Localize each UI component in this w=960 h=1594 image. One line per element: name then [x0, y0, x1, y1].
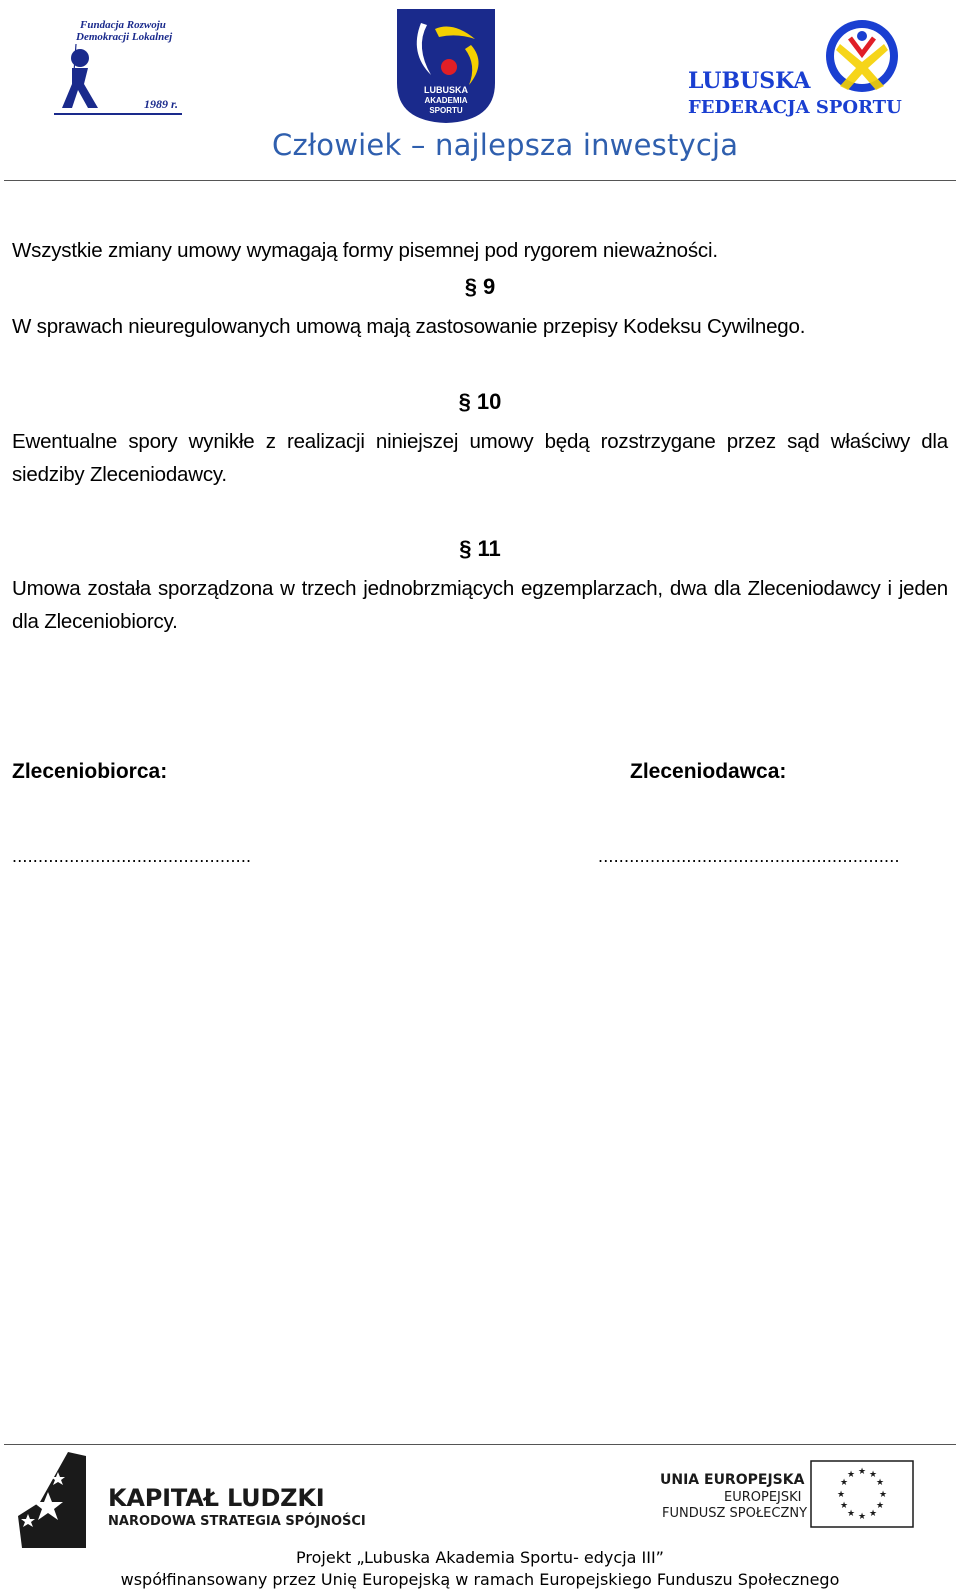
svg-text:★: ★ — [868, 1509, 878, 1519]
kapital-ludzki-emblem — [18, 1452, 86, 1548]
logo-right-line1: LUBUSKA — [688, 68, 811, 94]
svg-text:★: ★ — [875, 1478, 885, 1488]
lubuska-federacja-sportu-logo — [688, 14, 920, 118]
paragraph-9: W sprawach nieuregulowanych umową mają zastosowanie przepisy Kodeksu Cywilnego. — [12, 315, 806, 338]
svg-text:★: ★ — [857, 1512, 867, 1522]
logo-left-line2: Demokracji Lokalnej — [76, 31, 173, 43]
eu-flag-icon — [810, 1460, 914, 1528]
kapital-ludzki-title: KAPITAŁ LUDZKI — [108, 1484, 325, 1512]
logo-left-year: 1989 r. — [144, 97, 179, 111]
logo-center-line1: LUBUSKA — [424, 85, 468, 95]
cofinancing-note: współfinansowany przez Unię Europejską w ramach Europejskiego Funduszu Społecznego — [120, 1570, 840, 1589]
fundacja-rozwoju-logo — [54, 16, 184, 118]
tagline: Człowiek – najlepsza inwestycja — [272, 128, 739, 162]
kapital-ludzki-subtitle: NARODOWA STRATEGIA SPÓJNOŚCI — [108, 1514, 366, 1529]
eu-title: UNIA EUROPEJSKA — [660, 1472, 805, 1488]
svg-text:★: ★ — [839, 1501, 849, 1511]
lubuska-akademia-sportu-logo — [391, 3, 501, 127]
svg-text:★: ★ — [878, 1490, 888, 1500]
logo-center-line3: SPORTU — [429, 106, 463, 115]
footer-divider — [4, 1444, 956, 1445]
contractor-label: Zleceniobiorca: — [12, 760, 168, 783]
project-name: Projekt „Lubuska Akademia Sportu- edycja III” — [296, 1548, 664, 1567]
svg-text:★: ★ — [836, 1490, 846, 1500]
svg-text:★: ★ — [857, 1467, 867, 1477]
logo-left-line1: Fundacja Rozwoju — [80, 19, 166, 31]
client-signature-line: .......................................................... — [598, 846, 900, 866]
section-10-heading: § 10 — [458, 389, 502, 414]
svg-text:★: ★ — [868, 1470, 878, 1480]
paragraph-11: Umowa została sporządzona w trzech jednobrzmiących egzemplarzach, dwa dla Zleceniodawcy i jeden dla Zleceniobiorcy. — [12, 577, 948, 633]
logo-right-line2: FEDERACJA SPORTU — [688, 97, 902, 118]
paragraph-8-end: Wszystkie zmiany umowy wymagają formy pisemnej pod rygorem nieważności. — [12, 239, 718, 262]
logo-center-line2: AKADEMIA — [424, 96, 468, 105]
contractor-signature-line: .............................................. — [12, 846, 252, 866]
section-11-heading: § 11 — [459, 536, 501, 561]
svg-text:★: ★ — [846, 1509, 856, 1519]
client-label: Zleceniodawca: — [630, 760, 787, 783]
header-divider — [4, 180, 956, 181]
paragraph-10: Ewentualne spory wynikłe z realizacji niniejszej umowy będą rozstrzygane przez sąd właściwy dla siedziby Zleceniodawcy. — [12, 430, 948, 486]
section-9-heading: § 9 — [464, 274, 496, 299]
svg-text:★: ★ — [875, 1501, 885, 1511]
eu-fund-line2: FUNDUSZ SPOŁECZNY — [662, 1506, 808, 1521]
eu-fund-line1: EUROPEJSKI — [724, 1490, 802, 1505]
svg-text:★: ★ — [839, 1478, 849, 1488]
svg-text:★: ★ — [846, 1470, 856, 1480]
